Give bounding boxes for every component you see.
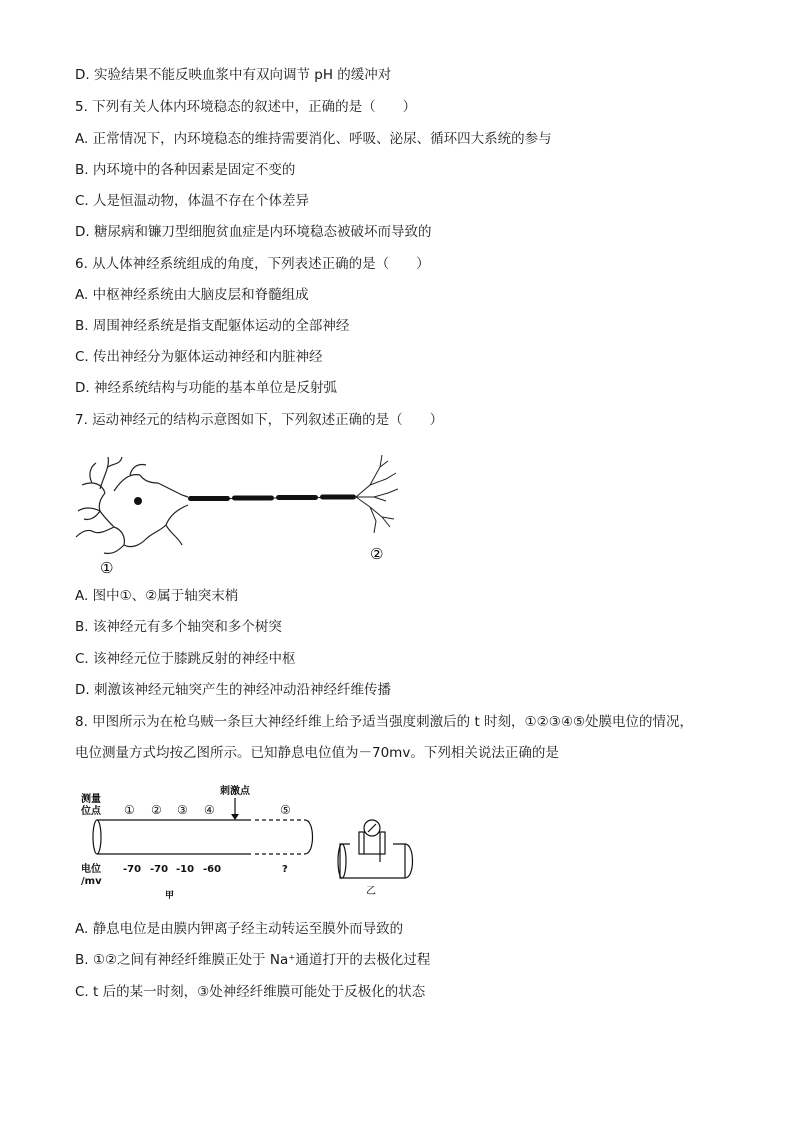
question-6-option-b: B. 周围神经系统是指支配躯体运动的全部神经	[75, 318, 350, 334]
fiber-tube	[93, 820, 313, 854]
site-1: ①	[124, 803, 135, 817]
question-6-option-a: A. 中枢神经系统由大脑皮层和脊髓组成	[75, 287, 309, 303]
question-8-stem-line-2: 电位测量方式均按乙图所示。已知静息电位值为－70mv。下列相关说法正确的是	[75, 745, 559, 761]
site-3: ③	[177, 803, 188, 817]
question-7-option-d: D. 刺激该神经元轴突产生的神经冲动沿神经纤维传播	[75, 682, 391, 698]
value-4: -60	[203, 864, 222, 875]
question-6-stem: 6. 从人体神经系统组成的角度，下列表述正确的是（ ）	[75, 256, 430, 272]
nerve-fiber-diagram	[75, 780, 420, 905]
axon-myelin	[188, 495, 356, 502]
neuron-diagram	[70, 445, 400, 580]
question-7-stem: 7. 运动神经元的结构示意图如下，下列叙述正确的是（ ）	[75, 412, 444, 428]
site-4: ④	[204, 803, 215, 817]
question-7-option-b: B. 该神经元有多个轴突和多个树突	[75, 619, 282, 635]
question-8-option-c: C. t 后的某一时刻，③处神经纤维膜可能处于反极化的状态	[75, 984, 426, 1000]
question-8-stem-line-1: 8. 甲图所示为在枪乌贼一条巨大神经纤维上给予适当强度刺激后的 t 时刻，①②③④⑤处膜电位的情况，	[75, 714, 694, 730]
value-5: ?	[282, 864, 288, 875]
question-5-option-d: D. 糖尿病和镰刀型细胞贫血症是内环境稳态被破坏而导致的	[75, 224, 432, 240]
question-8-option-a: A. 静息电位是由膜内钾离子经主动转运至膜外而导致的	[75, 921, 404, 937]
label-2: ②	[370, 545, 384, 563]
potential-label-a: 电位	[81, 864, 101, 875]
measurement-setup	[338, 820, 413, 878]
caption-yi: 乙	[366, 886, 376, 897]
text-line-d-buffer: D. 实验结果不能反映血浆中有双向调节 pH 的缓冲对	[75, 67, 392, 83]
question-5-option-c: C. 人是恒温动物，体温不存在个体差异	[75, 193, 310, 209]
question-8-option-b: B. ①②之间有神经纤维膜正处于 Na⁺通道打开的去极化过程	[75, 952, 431, 968]
stimulus-point-label: 刺激点	[220, 786, 250, 797]
caption-jia: 甲	[165, 891, 175, 901]
measure-label-b: 位点	[81, 806, 101, 817]
question-6-option-c: C. 传出神经分为躯体运动神经和内脏神经	[75, 349, 323, 365]
site-2: ②	[151, 803, 162, 817]
axon-terminals	[356, 455, 398, 533]
potential-label-b: /mv	[81, 876, 102, 887]
question-5-stem: 5. 下列有关人体内环境稳态的叙述中，正确的是（ ）	[75, 99, 417, 115]
value-3: -10	[176, 864, 195, 875]
measure-label-a: 测量	[81, 794, 101, 805]
value-1: -70	[123, 864, 142, 875]
question-5-option-b: B. 内环境中的各种因素是固定不变的	[75, 162, 296, 178]
neuron-cell-body	[76, 457, 188, 554]
label-1: ①	[100, 559, 114, 577]
question-7-option-a: A. 图中①、②属于轴突末梢	[75, 588, 239, 604]
nucleus-dot	[134, 497, 142, 505]
question-7-option-c: C. 该神经元位于膝跳反射的神经中枢	[75, 651, 296, 667]
site-5: ⑤	[280, 803, 291, 817]
value-2: -70	[150, 864, 169, 875]
question-6-option-d: D. 神经系统结构与功能的基本单位是反射弧	[75, 380, 337, 396]
stimulus-arrow	[231, 798, 239, 820]
question-5-option-a: A. 正常情况下，内环境稳态的维持需要消化、呼吸、泌尿、循环四大系统的参与	[75, 131, 552, 147]
